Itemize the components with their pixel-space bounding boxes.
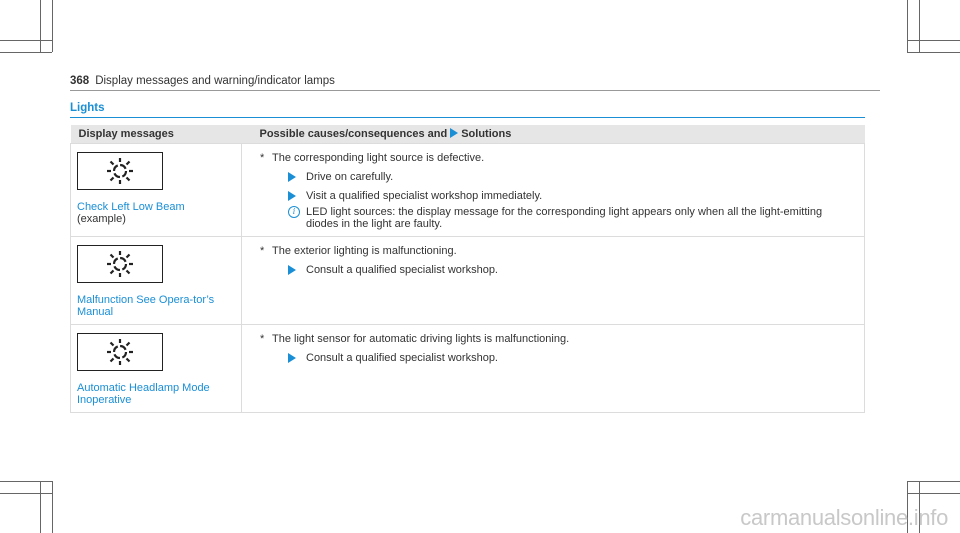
display-message-cell (71, 325, 242, 413)
cause-item: * The exterior lighting is malfunctioning. (260, 245, 457, 257)
info-icon: i (288, 206, 300, 218)
action-item (288, 264, 854, 276)
play-triangle-icon (450, 128, 458, 138)
note-item (288, 206, 854, 230)
page-header-title: Display messages and warning/indicator lamps (95, 75, 335, 87)
col-header-causes-label: Possible causes/consequences and (259, 128, 448, 140)
display-message-text: Check Left Low Beam (77, 201, 185, 213)
section-title: Lights (70, 102, 105, 114)
causes-cell (242, 325, 865, 413)
play-triangle-icon (288, 353, 296, 363)
crop-mark (907, 481, 960, 482)
causes-cell (242, 237, 865, 325)
col-header-causes (242, 125, 865, 144)
light-fault-icon (77, 333, 163, 371)
light-fault-icon (77, 152, 163, 190)
crop-mark (0, 52, 52, 53)
crop-mark (40, 481, 41, 533)
crop-mark (0, 481, 52, 482)
table-header-row (71, 125, 865, 144)
display-message-text: Malfunction See Opera‐tor’s Manual (77, 294, 215, 318)
cause-item: * The corresponding light source is defective. (260, 152, 485, 164)
col-header-display-messages: Display messages (71, 125, 242, 144)
action-item (288, 190, 854, 202)
action-item (288, 352, 854, 364)
cause-item: * The light sensor for automatic driving lights is malfunctioning. (260, 333, 570, 345)
note-text: LED light sources: the display message for the corresponding light appears only when all the light-emitting diodes in the light are faulty. (306, 206, 823, 230)
crop-mark (52, 0, 53, 52)
display-message-cell (71, 237, 242, 325)
action-item (288, 171, 854, 183)
crop-mark (907, 493, 960, 494)
page-number: 368 (70, 75, 90, 87)
display-message-cell (71, 144, 242, 237)
display-message (77, 382, 235, 406)
crop-mark (919, 0, 920, 52)
cause-text: The corresponding light source is defective. (272, 152, 485, 164)
display-message (77, 294, 235, 318)
header-rule (70, 90, 880, 91)
cause-text: The exterior lighting is malfunctioning. (272, 245, 457, 257)
section-rule (70, 117, 865, 118)
watermark: carmanualsonline.info (740, 505, 948, 530)
table-row (71, 237, 865, 325)
display-message-suffix: (example) (77, 213, 126, 225)
col-header-solutions-label: Solutions (461, 128, 512, 140)
crop-mark (0, 493, 52, 494)
page-header (70, 75, 335, 87)
display-message-text: Automatic Headlamp Mode Inoperative (77, 382, 210, 406)
play-triangle-icon (288, 265, 296, 275)
table-row (71, 144, 865, 237)
display-message (77, 201, 235, 225)
light-fault-icon (77, 245, 163, 283)
crop-mark (907, 0, 908, 52)
messages-table (70, 125, 865, 413)
crop-mark (52, 481, 53, 533)
action-text: Consult a qualified specialist workshop. (306, 352, 498, 364)
cause-text: The light sensor for automatic driving lights is malfunctioning. (272, 333, 570, 345)
action-text: Consult a qualified specialist workshop. (306, 264, 498, 276)
play-triangle-icon (288, 191, 296, 201)
causes-cell (242, 144, 865, 237)
crop-mark (0, 40, 52, 41)
action-text: Visit a qualified specialist workshop immediately. (306, 190, 543, 202)
action-text: Drive on carefully. (306, 171, 394, 183)
crop-mark (40, 0, 41, 52)
crop-mark (907, 52, 960, 53)
play-triangle-icon (288, 172, 296, 182)
table-row (71, 325, 865, 413)
crop-mark (907, 40, 960, 41)
